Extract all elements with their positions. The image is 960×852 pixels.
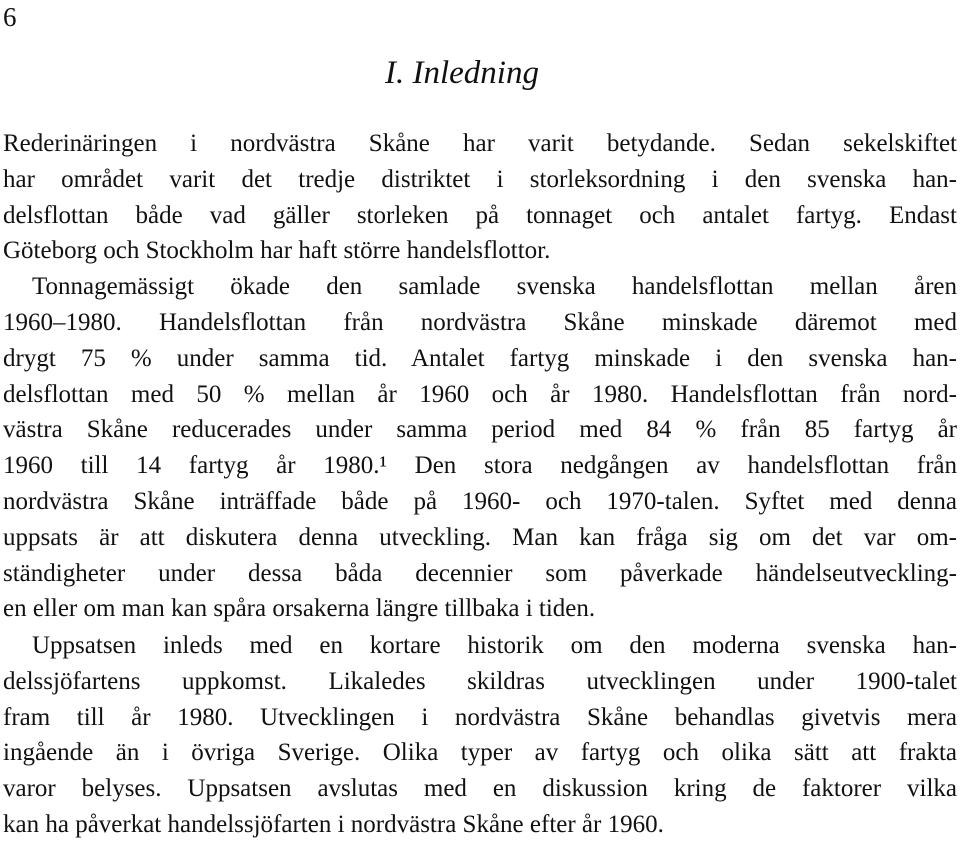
text-line: fram till år 1980. Utvecklingen i nordvästra Skåne behandlas givetvis mera [3,703,957,731]
text-line: Tonnagemässigt ökade den samlade svenska handelsflottan mellan åren [32,273,957,301]
text-line: ständigheter under dessa båda decennier som påverkade händelseutveckling- [3,559,957,587]
text-line: Uppsatsen inleds med en kortare historik om den moderna svenska han- [32,632,957,659]
page-number: 6 [3,2,17,32]
text-line: 1960 till 14 fartyg år 1980.¹ Den stora nedgången av handelsflottan från [3,452,957,480]
paragraph-2 [3,628,957,843]
text-line: delsflottan både vad gäller storleken på tonnaget och antalet fartyg. Endast [3,201,957,229]
text-line: har området varit det tredje distriktet i storleksordning i den svenska han- [3,165,957,193]
text-line: kan ha påverkat handelssjöfarten i nordvästra Skåne efter år 1960. [3,810,664,838]
text-line: ingående än i övriga Sverige. Olika typer av fartyg och olika sätt att frakta [3,739,957,767]
text-line: uppsats är att diskutera denna utveckling. Man kan fråga sig om det var om- [3,523,957,551]
text-line: varor belyses. Uppsatsen avslutas med en diskussion kring de faktorer vilka [3,775,957,803]
text-line: Göteborg och Stockholm har haft större handelsflottor. [3,237,551,265]
text-line: en eller om man kan spåra orsakerna längre tillbaka i tiden. [3,595,596,623]
text-line: 1960–1980. Handelsflottan från nordvästra Skåne minskade däremot med [3,308,957,336]
chapter-title: I. Inledning [385,55,539,91]
paragraph-1 [3,126,957,627]
text-line: delsflottan med 50 % mellan år 1960 och år 1980. Handelsflottan från nord- [3,380,957,408]
text-line: nordvästra Skåne inträffade både på 1960- och 1970-talen. Syftet med denna [3,487,957,515]
text-line: västra Skåne reducerades under samma period med 84 % från 85 fartyg år [3,416,957,444]
text-line: drygt 75 % under samma tid. Antalet fartyg minskade i den svenska han- [3,344,957,372]
text-line: delssjöfartens uppkomst. Likaledes skildras utvecklingen under 1900-talet [3,667,957,695]
text-line: Rederinäringen i nordvästra Skåne har varit betydande. Sedan sekelskiftet [3,130,957,157]
